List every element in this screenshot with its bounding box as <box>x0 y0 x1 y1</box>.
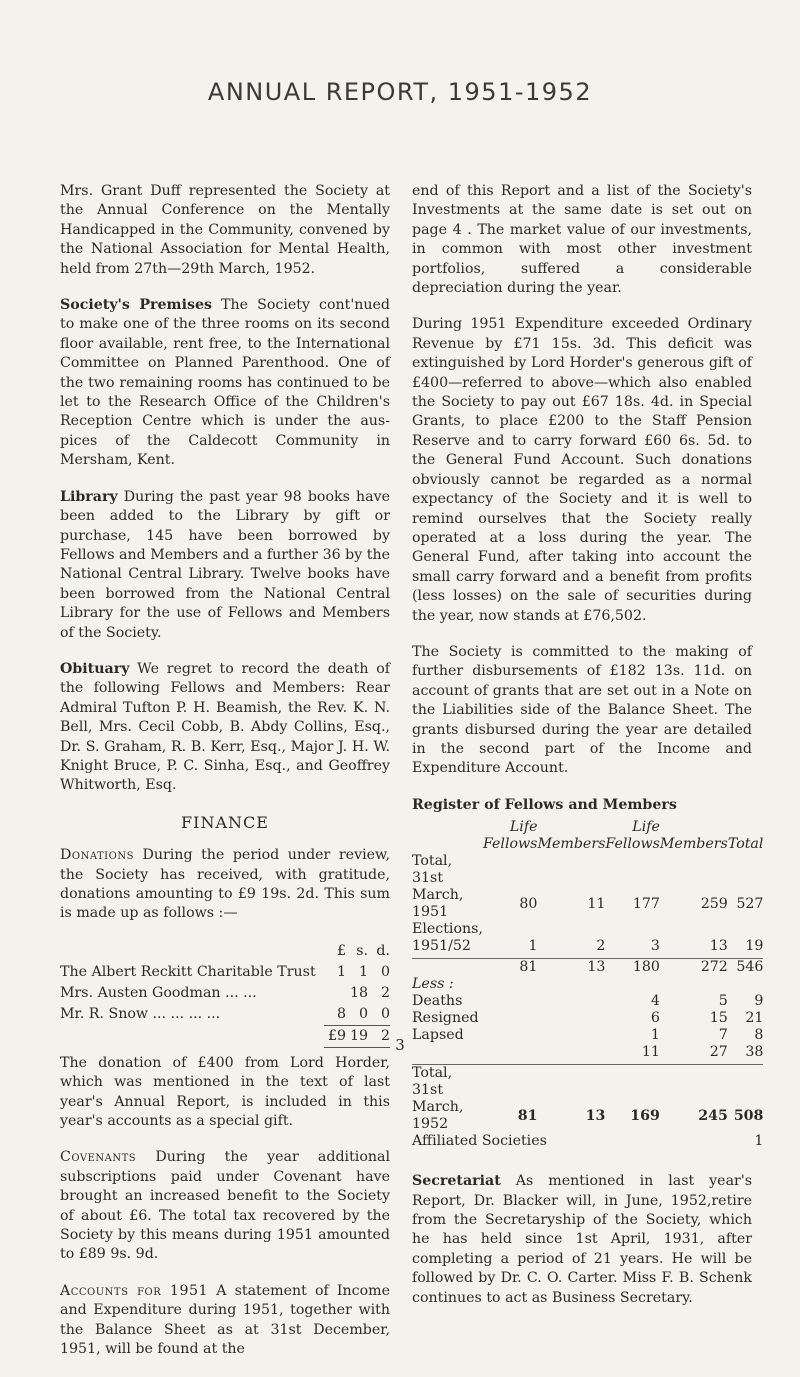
cell: 21 <box>745 1010 764 1027</box>
cell: 13 <box>585 1107 606 1124</box>
cell: 11 <box>587 895 606 912</box>
obituary-paragraph <box>60 660 390 796</box>
label: Affiliated Societies <box>412 1133 547 1150</box>
donor-pounds: 1 <box>336 963 346 980</box>
donor-shillings: 1 <box>358 963 368 980</box>
header-fellows: Fellows <box>482 836 538 853</box>
register-table <box>412 819 763 1150</box>
intro-paragraph: Mrs. Grant Duff represented the Society at the Annual Conference on the Mentally Handicapped in the Community, convened by the National Association for Mental Health, held from 27th—29th March, 1952. <box>60 183 390 277</box>
donor-pence: 0 <box>380 963 390 980</box>
total-pence: 2 <box>368 1025 390 1047</box>
left-column <box>60 182 390 1377</box>
expenditure-paragraph: During 1951 Expenditure exceeded Ordinary Revenue by £71 15s. 3d. This deficit was extinguished by Lord Horder's generous gift of £400—referred to above—which also enabled the Society to pay out £67 18s. 4d. in Special Grants, to place £200 to the Staff Pension Reserve and to carry forward £60 6s. 5d. to the General Fund Account. Such donations obviously cannot be regarded as a normal expectancy of the Society and it is well to remind ourselves that the Society really operated at a loss during the year. The General Fund, after taking into account the small carry forward and a benefit from profits (less losses) on the sale of securities during the year, now stands at £76,502. <box>412 316 752 624</box>
cell: 15 <box>709 1010 728 1027</box>
col-pounds: £ <box>336 942 346 959</box>
label: Resigned <box>412 1010 479 1027</box>
cell: 7 <box>718 1027 728 1044</box>
secretariat-heading: Secretariat <box>412 1173 501 1190</box>
cell: 177 <box>632 895 660 912</box>
cell: 546 <box>736 959 764 976</box>
register-heading: Register of Fellows and Members <box>412 796 677 813</box>
cell: 169 <box>630 1107 660 1124</box>
total-shillings: 19 <box>346 1025 368 1047</box>
premises-heading: Society's Premises <box>60 297 212 314</box>
commitments-paragraph: The Society is committed to the making of further disbursements of £182 13s. 11d. on account of grants that are set out in a Note on the Liabilities side of the Balance Sheet. The grants disbursed during the year are detailed in the second part of the Income and Expenditure Account. <box>412 643 752 777</box>
row-total-1951 <box>412 887 763 921</box>
col-shillings: s. <box>356 942 368 959</box>
cell: 13 <box>709 938 728 955</box>
row-deaths <box>412 993 763 1010</box>
cell: 259 <box>700 895 728 912</box>
row-resigned <box>412 1010 763 1027</box>
cell: 527 <box>736 895 764 912</box>
total-pounds: £9 <box>324 1025 346 1047</box>
cell: 272 <box>700 959 728 976</box>
row-sum <box>412 959 763 977</box>
header-life-1: Life <box>509 819 538 836</box>
label: Total, 31st <box>412 853 453 887</box>
row-total-1952 <box>412 1099 763 1133</box>
header-total: Total <box>727 836 764 853</box>
label: Lapsed <box>412 1027 464 1044</box>
donations-paragraph <box>60 846 390 924</box>
header-members: Members <box>537 836 606 853</box>
secretariat-text: As mentioned in last year's Report, Dr. Blacker will, in June, 1952,retire from the Secretaryship of the Society, which he has held since 1st April, 1931, after completing a period of 21 years. He will be followed by Dr. C. O. Carter. Miss F. B. Schenk continues to act as Business Secretary. <box>412 1173 752 1306</box>
cell: 1 <box>650 1027 660 1044</box>
obituary-text: We regret to record the death of the following Fellows and Members: Rear Admiral Tufton P. H. Beamish, the Rev. K. N. Bell, Mrs. Cecil Cobb, B. Abdy Collins, Esq., Dr. S. Graham, R. B. Kerr, Esq., Major J. H. W. Knight Bruce, P. C. Sinha, Esq., and Geoffrey Whitworth, Esq. <box>60 660 390 794</box>
donations-text: During the period under review, the Society has received, with gratitude, donations amounting to £9 19s. 2d. This sum is made up as follows :— <box>60 847 390 922</box>
cell: 8 <box>754 1027 764 1044</box>
finance-heading: FINANCE <box>181 812 269 832</box>
covenants-text: During the year additional subscriptions paid under Covenant have brought an increased benefit to the Society of about £6. The total tax recovered by the Society by this means during 1951 amounted to £89 9s. 9d. <box>60 1149 391 1263</box>
header-life-2: Life <box>632 819 660 836</box>
covenants-heading: Covenants <box>60 1149 137 1166</box>
donations-table <box>60 941 390 1048</box>
row-label <box>412 1065 763 1100</box>
donor-shillings: 18 <box>349 984 368 1001</box>
row-less <box>412 976 763 993</box>
label: Less : <box>412 976 454 993</box>
cell: 9 <box>754 993 764 1010</box>
cell: 13 <box>587 959 606 976</box>
donor-pence: 0 <box>380 1005 390 1022</box>
donations-heading: Donations <box>60 847 134 864</box>
cell: 81 <box>517 1107 538 1124</box>
donor-pounds <box>324 983 346 1004</box>
label: 1951/52 <box>412 938 471 955</box>
donor-shillings: 0 <box>358 1005 368 1022</box>
covenants-paragraph <box>60 1148 390 1264</box>
cell: 2 <box>596 938 606 955</box>
library-heading: Library <box>60 488 118 505</box>
cell: 1 <box>754 1133 764 1150</box>
cell: 1 <box>528 938 538 955</box>
secretariat-paragraph <box>412 1172 752 1308</box>
donor-name: Mrs. Austen Goodman ... ... <box>60 984 257 1001</box>
obituary-heading: Obituary <box>60 660 130 677</box>
col-pence: d. <box>376 942 390 959</box>
accounts-paragraph <box>60 1282 390 1360</box>
register-header-cols <box>412 836 763 853</box>
cell: 38 <box>745 1044 764 1061</box>
cell: 3 <box>650 938 660 955</box>
label: Total, 31st <box>412 1065 453 1099</box>
donation-row <box>60 962 390 983</box>
page-header: ANNUAL REPORT, 1951-1952 <box>207 78 593 106</box>
cell: 245 <box>698 1107 728 1124</box>
library-text: During the past year 98 books have been added to the Library by gift or purchase, 145 have been borrowed by Fellows and Members and a further 36 by the National Central Library. Twelve books have been borrowed from the National Central Library for the use of Fellows and Members of the Society. <box>60 488 390 641</box>
premises-text: The Society cont'nued to make one of the three rooms on its second floor available, rent free, to the International Committee on Planned Parenthood. One of the two remaining rooms has continued to be let to the Research Office of the Children's Reception Centre which is under the auspices of the Caldecott Community in Mersham, Kent. <box>60 297 391 469</box>
label: March, 1951 <box>412 887 464 921</box>
row-elections <box>412 938 763 955</box>
cell: 80 <box>519 895 538 912</box>
cell: 5 <box>718 993 728 1010</box>
library-paragraph <box>60 488 390 643</box>
label: Deaths <box>412 993 463 1010</box>
header-fellows: Fellows <box>605 836 660 853</box>
cell: 19 <box>745 938 764 955</box>
cell: 508 <box>733 1107 764 1124</box>
row-label <box>412 853 763 887</box>
donor-pence: 2 <box>380 984 390 1001</box>
donation-row <box>60 1004 390 1026</box>
donation-note: The donation of £400 from Lord Horder, which was mentioned in the text of last year's Annual Report, is included in this year's accounts as a special gift. <box>60 1054 390 1130</box>
cell: 180 <box>632 959 660 976</box>
donations-col-header <box>60 941 390 962</box>
row-label <box>412 921 763 938</box>
accounts-continued: end of this Report and a list of the Society's Investments at the same date is set out on page 4 . The market value of our investments, in common with most other investment portfolios, suffered a considerable depreciation during the year. <box>412 183 752 297</box>
register-header-life <box>412 819 763 836</box>
label: Elections, <box>412 921 483 938</box>
label: March, 1952 <box>412 1099 464 1133</box>
cell: 81 <box>519 959 538 976</box>
right-column <box>412 182 764 1325</box>
cell: 6 <box>650 1010 660 1027</box>
header-members: Members <box>659 836 728 853</box>
cell: 11 <box>641 1044 660 1061</box>
accounts-text: A statement of Income and Expenditure during 1951, together with the Balance Sheet as at 31st December, 1951, will be found at the <box>60 1282 390 1358</box>
cell: 4 <box>650 993 660 1010</box>
donor-name: Mr. R. Snow ... ... ... ... <box>60 1006 221 1023</box>
page-number: 3 <box>395 1036 405 1054</box>
donor-name: The Albert Reckitt Charitable Trust <box>60 963 316 980</box>
accounts-heading: Accounts for 1951 <box>60 1282 209 1299</box>
donor-pounds: 8 <box>336 1005 346 1022</box>
premises-paragraph <box>60 296 390 471</box>
cell: 27 <box>709 1044 728 1061</box>
donation-row <box>60 983 390 1004</box>
